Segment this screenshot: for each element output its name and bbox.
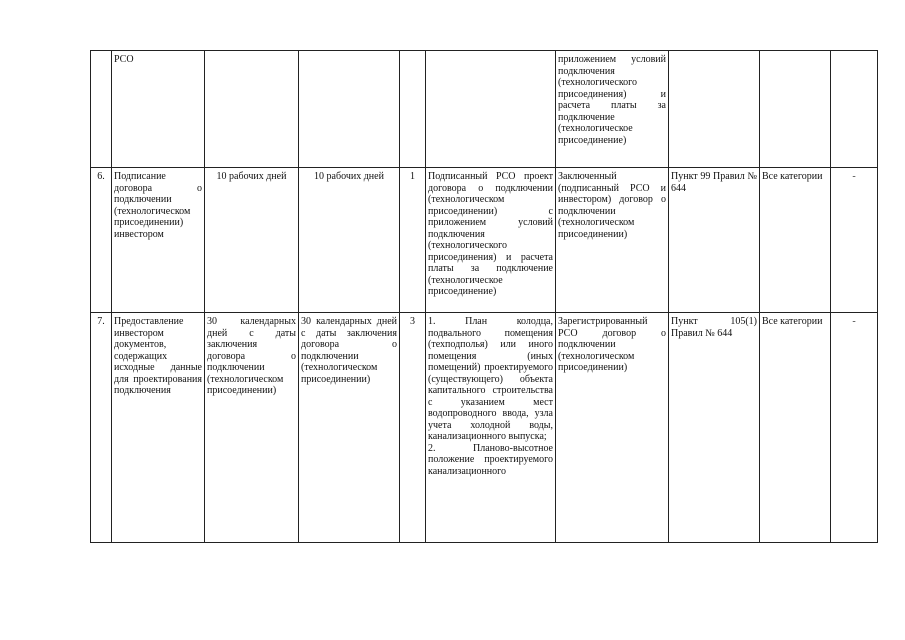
cell-category-text: Все категории xyxy=(762,171,823,182)
cell-term-2-text: 10 рабочих дней xyxy=(314,171,384,182)
cell-legal-basis xyxy=(669,168,760,313)
cell-number xyxy=(91,313,112,543)
cell-term-1 xyxy=(205,168,299,313)
cell-action-text: Предоставление инвестором документов, содержащих исходные данные для проектирования подключения xyxy=(114,316,202,396)
cell-number xyxy=(91,168,112,313)
cell-term-2 xyxy=(299,168,400,313)
cell-documents xyxy=(426,51,556,168)
cell-term-1 xyxy=(205,313,299,543)
cell-result xyxy=(556,51,669,168)
cell-term-1-text: 10 рабочих дней xyxy=(216,171,287,182)
cell-result-text: Заключенный (подписанный РСО и инвестором) договор о подключении (технологическом присоединении) xyxy=(558,171,666,240)
cell-documents xyxy=(426,168,556,313)
cell-number xyxy=(91,51,112,168)
cell-result xyxy=(556,313,669,543)
table-row xyxy=(91,168,878,313)
cell-category-text: Все категории xyxy=(762,316,823,327)
cell-count xyxy=(400,313,426,543)
cell-legal-basis xyxy=(669,313,760,543)
table-row xyxy=(91,51,878,168)
cell-category xyxy=(760,51,831,168)
cell-number-text: 6. xyxy=(97,171,105,182)
cell-result xyxy=(556,168,669,313)
cell-action xyxy=(112,168,205,313)
cell-count xyxy=(400,168,426,313)
cell-count-text: 1 xyxy=(410,171,415,182)
cell-term-1 xyxy=(205,51,299,168)
cell-note xyxy=(831,313,878,543)
table-body xyxy=(91,51,878,543)
cell-action xyxy=(112,313,205,543)
cell-note xyxy=(831,168,878,313)
cell-count xyxy=(400,51,426,168)
cell-category xyxy=(760,168,831,313)
cell-legal-basis-text: Пункт 105(1) Правил № 644 xyxy=(671,316,757,339)
cell-documents xyxy=(426,313,556,543)
documents-list xyxy=(428,171,553,298)
document-item: 1. План колодца, подвального помещения (техподполья) или иного помещения (иных помещений) проектируемого (существующего) объекта капитального строительства с указанием мест водопроводного ввода, узла учета холодной воды, канализационного выпуска; xyxy=(428,316,553,442)
cell-count-text: 3 xyxy=(410,316,415,327)
document-item: 2. Планово-высотное положение проектируемого канализационного xyxy=(428,442,553,477)
cell-category xyxy=(760,313,831,543)
documents-list xyxy=(428,316,553,477)
cell-note-text: - xyxy=(852,171,856,182)
cell-number-text: 7. xyxy=(97,316,105,327)
cell-term-2 xyxy=(299,313,400,543)
cell-legal-basis xyxy=(669,51,760,168)
cell-term-1-text: 30 календарных дней с даты заключения договора о подключении (технологическом присоединении) xyxy=(207,316,296,396)
cell-result-text: Зарегистрированный РСО договор о подключении (технологическом присоединении) xyxy=(558,316,666,373)
table-row xyxy=(91,313,878,543)
cell-action-text: Подписание договора о подключении (технологическом присоединении) инвестором xyxy=(114,171,202,240)
cell-action xyxy=(112,51,205,168)
cell-legal-basis-text: Пункт 99 Правил № 644 xyxy=(671,171,757,194)
cell-result-text: приложением условий подключения (технологического присоединения) и расчета платы за подключение (технологическое присоединение) xyxy=(558,54,666,146)
procedure-table xyxy=(90,50,878,543)
cell-term-2 xyxy=(299,51,400,168)
cell-action-text: РСО xyxy=(114,54,134,65)
cell-term-2-text: 30 календарных дней с даты заключения договора о подключении (технологическом присоединении) xyxy=(301,316,397,385)
cell-note-text: - xyxy=(852,316,856,327)
cell-note xyxy=(831,51,878,168)
document-item: Подписанный РСО проект договора о подключении (технологическом присоединении) с приложением условий подключения (технологического присоединения) и расчета платы за подключение (технологическое присоединение) xyxy=(428,171,553,297)
